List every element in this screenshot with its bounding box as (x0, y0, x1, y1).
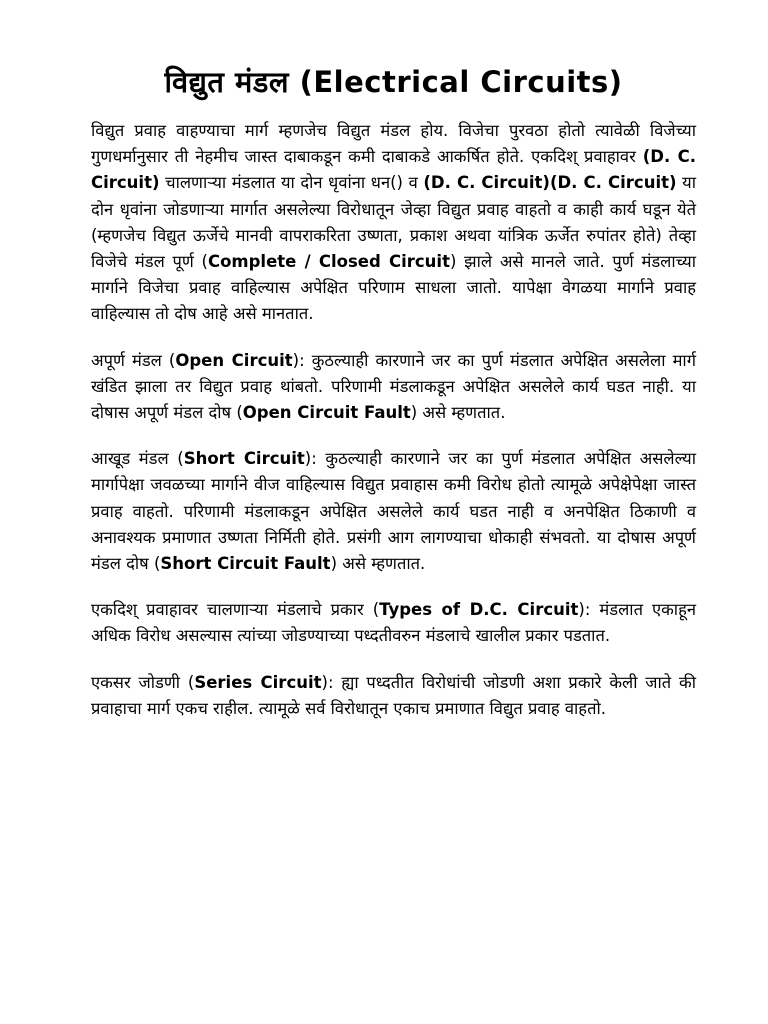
text-run: एकसर जोडणी ( (91, 672, 195, 692)
bold-term: Short Circuit Fault (160, 554, 331, 574)
text-run: ) असे म्हणतात. (410, 403, 506, 423)
text-run: या दोन धृवांना जोडणाऱ्या मार्गात असलेल्या विरोधातून जेव्हा विद्युत प्रवाह वाहतो व काही कार्य घडून येते (म्हणजेच विद्युत ऊर्जेचे मानवी वापराकरिता उष्णता, प्रकाश अथवा यांत्रिक ऊर्जेत रुपांतर होते) तेव्हा विजेचे मंडल पूर्ण ( (91, 173, 696, 272)
bold-term: (D. C. Circuit)(D. C. Circuit) (423, 173, 677, 193)
text-run: ): कुठल्याही कारणाने जर का पुर्ण मंडलात अपेक्षित असलेल्या मार्गापेक्षा जवळच्या मार्गाने वीज वाहिल्यास विद्युत प्रवाहास कमी विरोध होतो त्यामूळे अपेक्षेपेक्षा जास्त प्रवाह वाहतो. परिणामी मंडलाकडून अपेक्षित असलेले कार्य घडत नाही व अनपेक्षित ठिकाणी व अनावश्यक प्रमाणात उष्णता निर्मिती होते. प्रसंगी आग लागण्याचा धोकाही संभवतो. या दोषास अपूर्ण मंडल दोष ( (91, 449, 696, 574)
text-run: आखूड मंडल ( (91, 449, 184, 469)
paragraph-series-circuit (91, 670, 696, 722)
paragraph-electrical-circuit (91, 118, 696, 328)
bold-term: Types of D.C. Circuit (379, 600, 579, 620)
bold-term: Short Circuit (183, 449, 305, 469)
paragraph-open-circuit (91, 348, 696, 427)
text-run: ) असे म्हणतात. (330, 554, 426, 574)
text-run: ): कुठल्याही कारणाने जर का पुर्ण मंडलात अपेक्षित असलेला मार्ग खंडित झाला तर विद्युत प्रवाह थांबतो. परिणामी मंडलाकडून अपेक्षित असलेले कार्य घडत नाही. या दोषास अपूर्ण मंडल दोष ( (91, 350, 697, 423)
paragraph-dc-circuit-types (91, 597, 696, 649)
text-run: अपूर्ण मंडल ( (91, 350, 176, 370)
bold-term: (D. C. Circuit) (91, 147, 696, 193)
text-run: विद्युत प्रवाह वाहण्याचा मार्ग म्हणजेच विद्युत मंडल होय. विजेचा पुरवठा होतो त्यावेळी विजेच्या गुणधर्मानुसार ती नेहमीच जास्त दाबाकडून कमी दाबाकडे आकर्षित होते. एकदिश् प्रवाहावर (91, 121, 696, 167)
text-run: चालणाऱ्या मंडलात या दोन धृवांना धन() व (159, 173, 424, 193)
text-run: ): मंडलात एकाहून अधिक विरोध असल्यास त्यांच्या जोडण्याच्या पध्दतीवरुन मंडलाचे खालील प्रकार पडतात. (91, 600, 696, 646)
text-run: एकदिश् प्रवाहावर चालणाऱ्या मंडलाचे प्रकार ( (91, 600, 380, 620)
bold-term: Series Circuit (194, 672, 322, 692)
text-run: ): ह्या पध्दतीत विरोधांची जोडणी अशा प्रकारे केली जाते की प्रवाहाचा मार्ग एकच राहील. त्यामूळे सर्व विरोधातून एकाच प्रमाणात विद्युत प्रवाह वाहतो. (91, 672, 696, 718)
bold-term: Open Circuit Fault (242, 403, 411, 423)
text-run: ) झाले असे मानले जाते. पुर्ण मंडलाच्या मार्गाने विजेचा प्रवाह वाहिल्यास अपेक्षित परिणाम साधला जातो. यापेक्षा वेगळया मार्गाने प्रवाह वाहिल्यास तो दोष आहे असे मानतात. (91, 252, 696, 324)
paragraph-short-circuit (91, 446, 696, 577)
bold-term: Open Circuit (175, 350, 293, 370)
page-title: विद्युत मंडल (Electrical Circuits) (164, 65, 623, 99)
bold-term: Complete / Closed Circuit (207, 252, 450, 272)
